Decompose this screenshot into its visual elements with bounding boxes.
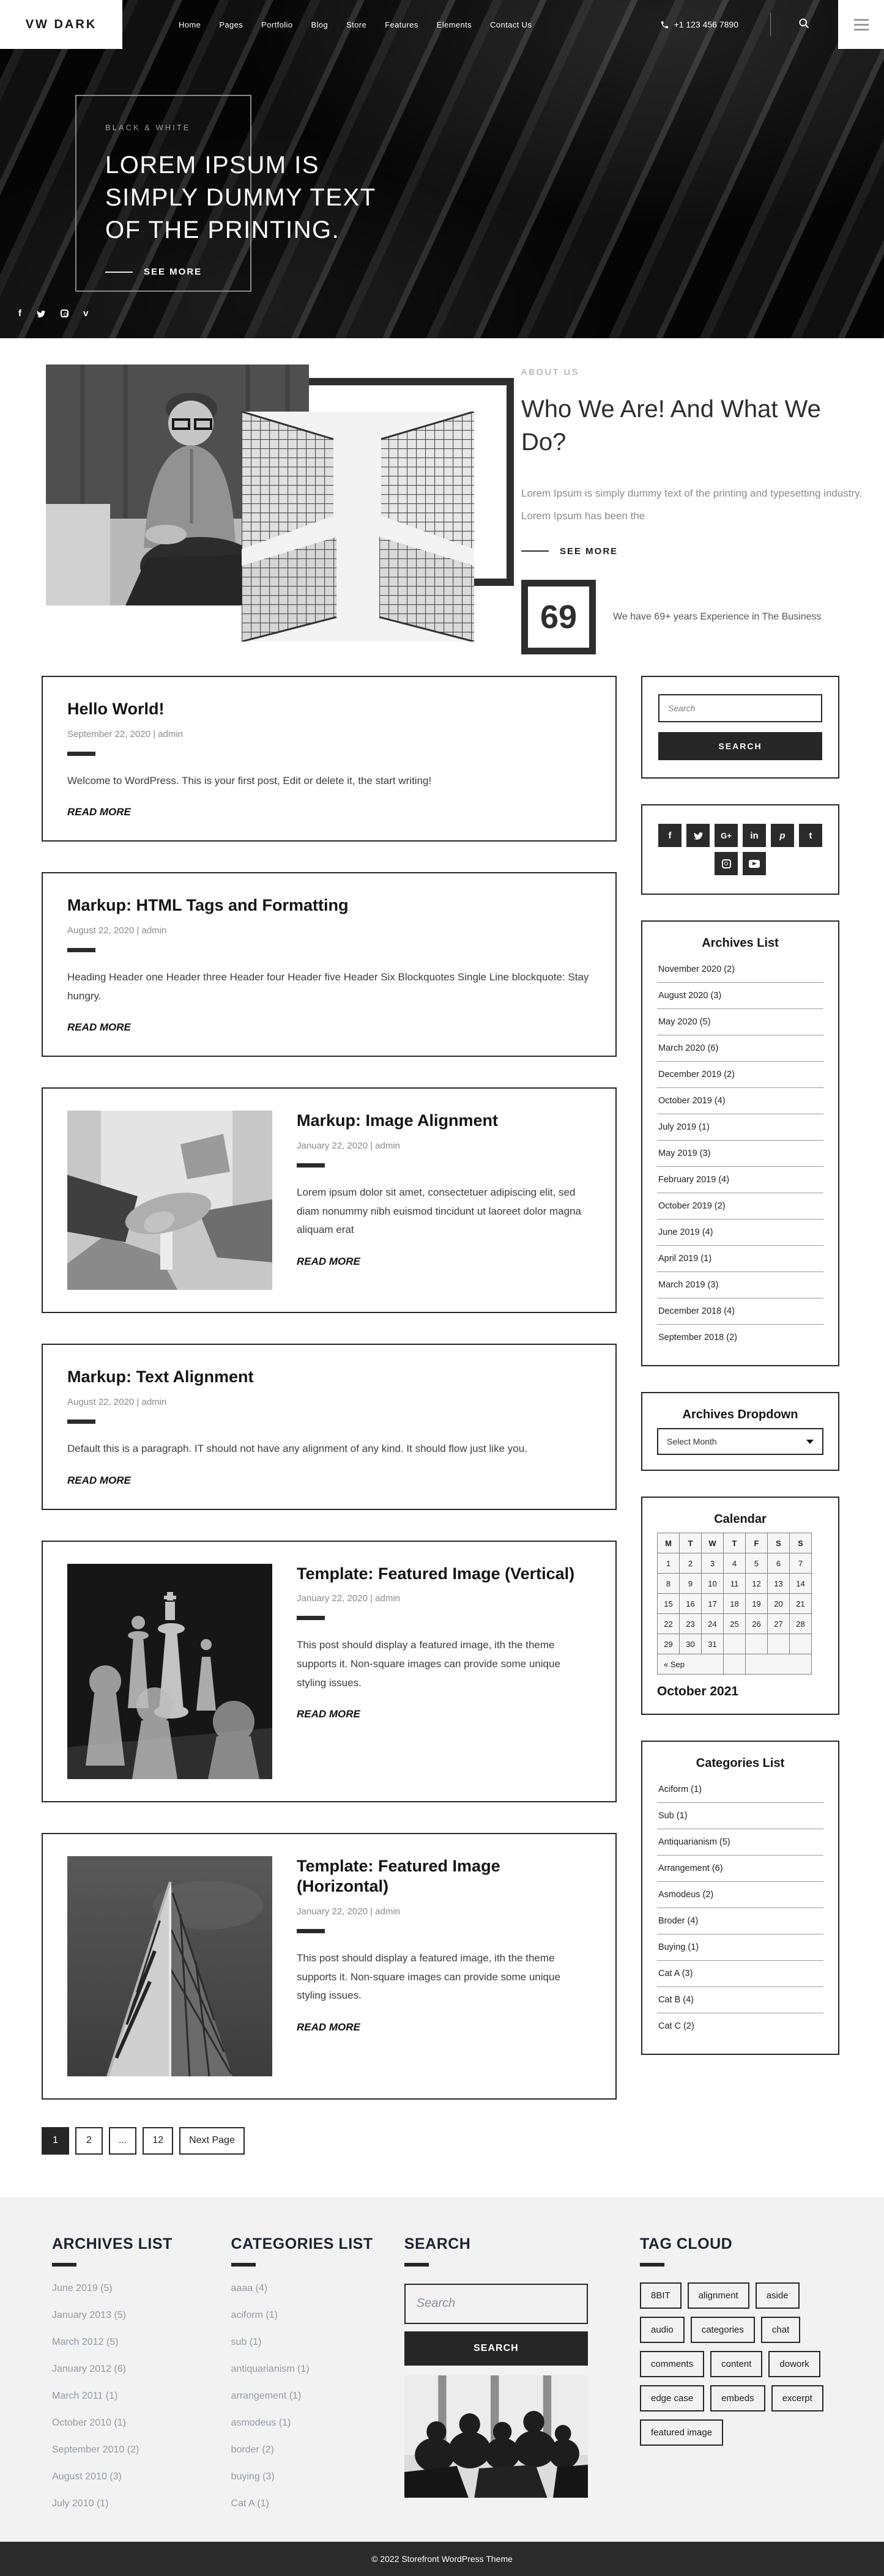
calendar-weekday: S bbox=[790, 1533, 812, 1553]
hero-section bbox=[0, 0, 884, 338]
counter-text: We have 69+ years Experience in The Business bbox=[613, 607, 858, 626]
archives-dropdown-widget bbox=[641, 1392, 839, 1471]
calendar-day[interactable]: 13 bbox=[768, 1574, 790, 1594]
vimeo-icon[interactable]: v bbox=[83, 308, 88, 319]
post-excerpt: Default this is a paragraph. IT should not have any alignment of any kind. It should flow just like you. bbox=[67, 1440, 591, 1459]
footer-archive-item[interactable]: March 2012 (5) bbox=[52, 2329, 207, 2356]
pinterest-icon[interactable]: p bbox=[771, 824, 794, 847]
read-more-link[interactable]: READ MORE bbox=[297, 1256, 360, 1268]
footer-heading: TAG CLOUD bbox=[640, 2235, 838, 2253]
archive-item[interactable]: October 2019 (2) bbox=[657, 1193, 823, 1220]
calendar-day[interactable]: 17 bbox=[702, 1594, 724, 1614]
tag-item[interactable]: 8BIT bbox=[640, 2282, 682, 2309]
calendar-day[interactable]: 11 bbox=[724, 1574, 746, 1594]
calendar-day[interactable]: 22 bbox=[658, 1614, 680, 1634]
footer-heading: ARCHIVES LIST bbox=[52, 2235, 207, 2253]
calendar-widget bbox=[641, 1497, 839, 1715]
hero-frame bbox=[75, 95, 251, 292]
pagination-item[interactable]: ... bbox=[109, 2127, 136, 2155]
search-icon[interactable] bbox=[798, 17, 810, 32]
site-logo[interactable] bbox=[0, 0, 122, 49]
tag-item[interactable]: embeds bbox=[710, 2385, 765, 2411]
social-icons bbox=[657, 820, 823, 879]
tag-item[interactable]: featured image bbox=[640, 2419, 723, 2446]
post-card bbox=[42, 1344, 617, 1509]
footer-category-item[interactable]: aciform (1) bbox=[231, 2302, 377, 2329]
post-featured-image-building[interactable] bbox=[67, 1856, 272, 2076]
category-item[interactable]: Cat B (4) bbox=[657, 1987, 823, 2013]
post-title[interactable]: Hello World! bbox=[67, 699, 591, 720]
pagination bbox=[42, 2127, 617, 2155]
post-featured-image-handshake[interactable] bbox=[67, 1111, 272, 1290]
pagination-item[interactable]: 2 bbox=[75, 2127, 103, 2155]
calendar-day[interactable]: 3 bbox=[702, 1553, 724, 1574]
calendar-day[interactable]: 12 bbox=[746, 1574, 768, 1594]
read-more-link[interactable]: READ MORE bbox=[67, 806, 131, 818]
post-meta: January 22, 2020 | admin bbox=[297, 1141, 591, 1151]
calendar-weekday: W bbox=[702, 1533, 724, 1553]
calendar-caption: October 2021 bbox=[657, 1684, 823, 1699]
read-more-link[interactable]: READ MORE bbox=[297, 2021, 360, 2034]
heading-underline bbox=[640, 2263, 664, 2267]
calendar-weekday: S bbox=[768, 1533, 790, 1553]
chevron-down-icon bbox=[806, 1440, 814, 1444]
hero-title: LOREM IPSUM IS SIMPLY DUMMY TEXT OF THE PRINTING. bbox=[105, 149, 393, 246]
nav-item[interactable]: Home bbox=[179, 20, 201, 29]
footer-category-item[interactable]: aaaa (4) bbox=[231, 2275, 377, 2302]
heading-underline bbox=[404, 2263, 429, 2267]
calendar-day[interactable]: 21 bbox=[790, 1594, 812, 1614]
site-logo-text: VW DARK bbox=[26, 18, 97, 32]
archive-item[interactable]: July 2019 (1) bbox=[657, 1114, 823, 1141]
footer-tagcloud-column bbox=[640, 2235, 838, 2517]
calendar-empty-cell bbox=[724, 1654, 746, 1675]
tag-item[interactable]: categories bbox=[691, 2317, 755, 2343]
post-title[interactable]: Template: Featured Image (Vertical) bbox=[297, 1564, 591, 1585]
calendar-day[interactable]: 1 bbox=[658, 1553, 680, 1574]
footer-archive-item[interactable]: August 2010 (3) bbox=[52, 2463, 207, 2490]
calendar-day[interactable]: 15 bbox=[658, 1594, 680, 1614]
post-card bbox=[42, 1087, 617, 1313]
archive-item[interactable]: February 2019 (4) bbox=[657, 1167, 823, 1193]
footer-category-item[interactable]: sub (1) bbox=[231, 2329, 377, 2356]
post-meta: January 22, 2020 | admin bbox=[297, 1593, 591, 1604]
calendar-day[interactable]: 27 bbox=[768, 1614, 790, 1634]
nav-item[interactable]: Store bbox=[346, 20, 366, 29]
post-card bbox=[42, 872, 617, 1057]
nav-right bbox=[660, 0, 884, 49]
calendar-day[interactable]: 28 bbox=[790, 1614, 812, 1634]
linkedin-icon[interactable]: in bbox=[743, 824, 766, 847]
footer-search-input[interactable] bbox=[404, 2284, 588, 2324]
post-divider bbox=[297, 1163, 325, 1168]
post-meta: September 22, 2020 | admin bbox=[67, 729, 591, 739]
category-item[interactable]: Cat A (3) bbox=[657, 1961, 823, 1987]
footer-archive-item[interactable]: June 2019 (5) bbox=[52, 2275, 207, 2302]
calendar-day[interactable]: 18 bbox=[724, 1594, 746, 1614]
category-item[interactable]: Sub (1) bbox=[657, 1803, 823, 1829]
youtube-icon[interactable] bbox=[743, 852, 766, 875]
nav-item[interactable]: Contact Us bbox=[490, 20, 532, 29]
calendar-day[interactable]: 7 bbox=[790, 1553, 812, 1574]
sidebar bbox=[641, 676, 839, 2155]
read-more-link[interactable]: READ MORE bbox=[67, 1021, 131, 1034]
calendar-day[interactable]: 30 bbox=[680, 1634, 702, 1654]
footer-heading: CATEGORIES LIST bbox=[231, 2235, 377, 2253]
footer-archive-item[interactable]: January 2013 (5) bbox=[52, 2302, 207, 2329]
category-item[interactable]: Asmodeus (2) bbox=[657, 1882, 823, 1908]
calendar-day[interactable]: 29 bbox=[658, 1634, 680, 1654]
footer-categories-column bbox=[231, 2235, 377, 2517]
main-menu bbox=[179, 20, 532, 29]
calendar-day bbox=[790, 1634, 812, 1654]
calendar-weekday: M bbox=[658, 1533, 680, 1553]
calendar-day[interactable]: 31 bbox=[702, 1634, 724, 1654]
calendar-day[interactable]: 24 bbox=[702, 1614, 724, 1634]
see-more-dash bbox=[521, 550, 549, 552]
copyright-bar bbox=[0, 2542, 884, 2576]
pagination-item[interactable]: 1 bbox=[42, 2127, 69, 2155]
calendar-day[interactable]: 20 bbox=[768, 1594, 790, 1614]
archive-item[interactable]: May 2020 (5) bbox=[657, 1009, 823, 1035]
calendar-day-header bbox=[658, 1533, 812, 1553]
post-excerpt: This post should display a featured image, ith the theme supports it. Non-square images can provide some unique styling issues. bbox=[297, 1949, 591, 2005]
footer-categories-list bbox=[231, 2275, 377, 2517]
archive-item[interactable]: December 2019 (2) bbox=[657, 1062, 823, 1088]
hero-social-bar bbox=[18, 308, 88, 319]
calendar-day[interactable]: 25 bbox=[724, 1614, 746, 1634]
categories-list bbox=[657, 1777, 823, 2039]
tag-item[interactable]: chat bbox=[761, 2317, 800, 2343]
category-item[interactable]: Cat C (2) bbox=[657, 2013, 823, 2039]
heading-underline bbox=[231, 2263, 256, 2267]
post-excerpt: Lorem ipsum dolor sit amet, consectetuer adipiscing elit, sed diam nonummy nibh euismod tincidunt ut laoreet dolor magna aliquam erat bbox=[297, 1183, 591, 1240]
calendar-body bbox=[658, 1553, 812, 1654]
tag-item[interactable]: aside bbox=[756, 2282, 800, 2309]
footer-archive-item[interactable]: September 2010 (2) bbox=[52, 2437, 207, 2463]
archive-item[interactable]: December 2018 (4) bbox=[657, 1298, 823, 1325]
archive-item[interactable]: March 2020 (6) bbox=[657, 1035, 823, 1062]
tumblr-icon[interactable]: t bbox=[799, 824, 822, 847]
footer-archive-item[interactable]: October 2010 (1) bbox=[52, 2410, 207, 2437]
hero-kicker: BLACK & WHITE bbox=[105, 123, 448, 132]
calendar-day bbox=[768, 1634, 790, 1654]
about-kicker: ABOUT US bbox=[521, 367, 873, 377]
footer-category-item[interactable]: arrangement (1) bbox=[231, 2383, 377, 2410]
select-value: Select Month bbox=[667, 1437, 717, 1446]
footer-archive-item[interactable]: January 2012 (6) bbox=[52, 2356, 207, 2383]
categories-list-widget bbox=[641, 1741, 839, 2055]
nav-item[interactable]: Blog bbox=[311, 20, 328, 29]
archive-item[interactable]: March 2019 (3) bbox=[657, 1272, 823, 1298]
calendar-day[interactable]: 8 bbox=[658, 1574, 680, 1594]
post-divider bbox=[297, 1929, 325, 1933]
about-title: Who We Are! And What We Do? bbox=[521, 393, 827, 459]
calendar-day[interactable]: 10 bbox=[702, 1574, 724, 1594]
footer-category-item[interactable]: Cat A (1) bbox=[231, 2490, 377, 2517]
footer-search-column bbox=[404, 2235, 588, 2517]
read-more-link[interactable]: READ MORE bbox=[297, 1708, 360, 1720]
sidebar-search-input[interactable] bbox=[658, 694, 822, 722]
hamburger-menu-icon[interactable] bbox=[838, 0, 884, 49]
about-content bbox=[521, 367, 873, 654]
main-content bbox=[0, 676, 884, 2197]
calendar-day bbox=[746, 1634, 768, 1654]
nav-item[interactable]: Elements bbox=[437, 20, 472, 29]
post-meta: January 22, 2020 | admin bbox=[297, 1906, 591, 1917]
tag-item[interactable]: content bbox=[710, 2351, 762, 2377]
tag-item[interactable]: alignment bbox=[688, 2282, 749, 2309]
phone-link[interactable] bbox=[660, 20, 739, 29]
archive-item[interactable]: June 2019 (4) bbox=[657, 1220, 823, 1246]
about-photo-skyscrapers bbox=[242, 412, 474, 642]
post-divider bbox=[297, 1616, 325, 1620]
tag-item[interactable]: edge case bbox=[640, 2385, 704, 2411]
calendar-day bbox=[724, 1634, 746, 1654]
archives-list-widget bbox=[641, 920, 839, 1366]
widget-title: Categories List bbox=[657, 1756, 823, 1771]
pagination-item[interactable]: 12 bbox=[143, 2127, 173, 2155]
footer-search-button[interactable]: SEARCH bbox=[404, 2331, 588, 2366]
sidebar-search-button[interactable]: SEARCH bbox=[658, 732, 822, 760]
archive-item[interactable]: April 2019 (1) bbox=[657, 1246, 823, 1272]
post-card bbox=[42, 1541, 617, 1802]
archive-item[interactable]: May 2019 (3) bbox=[657, 1141, 823, 1167]
archive-item[interactable]: November 2020 (2) bbox=[657, 957, 823, 983]
calendar-day[interactable]: 23 bbox=[680, 1614, 702, 1634]
archives-select[interactable] bbox=[657, 1428, 823, 1455]
category-item[interactable]: Arrangement (6) bbox=[657, 1856, 823, 1882]
post-meta: August 22, 2020 | admin bbox=[67, 1397, 591, 1407]
nav-item[interactable]: Features bbox=[385, 20, 418, 29]
social-widget bbox=[641, 804, 839, 895]
twitter-icon[interactable] bbox=[686, 824, 710, 847]
archive-item[interactable]: August 2020 (3) bbox=[657, 983, 823, 1009]
post-excerpt: Heading Header one Header three Header four Header five Header Six Blockquotes Single Line blockquote: Stay hungry. bbox=[67, 968, 591, 1005]
footer-category-item[interactable]: asmodeus (1) bbox=[231, 2410, 377, 2437]
calendar-table bbox=[657, 1533, 812, 1675]
phone-icon bbox=[660, 20, 669, 29]
heading-underline bbox=[52, 2263, 76, 2267]
footer-archive-item[interactable]: July 2010 (1) bbox=[52, 2490, 207, 2517]
read-more-link[interactable]: READ MORE bbox=[67, 1475, 131, 1487]
see-more-dash bbox=[105, 272, 133, 273]
footer-category-item[interactable]: antiquarianism (1) bbox=[231, 2356, 377, 2383]
calendar-day[interactable]: 19 bbox=[746, 1594, 768, 1614]
facebook-icon[interactable]: f bbox=[658, 824, 682, 847]
tag-item[interactable]: dowork bbox=[768, 2351, 820, 2377]
pagination-item[interactable]: Next Page bbox=[179, 2127, 245, 2155]
calendar-prev-month-link[interactable]: « Sep bbox=[658, 1654, 724, 1675]
archive-item[interactable]: September 2018 (2) bbox=[657, 1325, 823, 1350]
calendar-weekday: T bbox=[680, 1533, 702, 1553]
widget-title: Calendar bbox=[657, 1512, 823, 1527]
footer bbox=[0, 2197, 884, 2542]
calendar-empty-cell bbox=[746, 1654, 812, 1675]
nav-divider bbox=[770, 13, 771, 36]
footer-category-item[interactable]: buying (3) bbox=[231, 2463, 377, 2490]
post-featured-image-chess[interactable] bbox=[67, 1564, 272, 1779]
calendar-day[interactable]: 9 bbox=[680, 1574, 702, 1594]
twitter-icon[interactable] bbox=[36, 308, 46, 319]
post-title[interactable]: Markup: HTML Tags and Formatting bbox=[67, 895, 591, 916]
hero-see-more-button[interactable]: SEE MORE bbox=[105, 267, 448, 277]
calendar-day[interactable]: 2 bbox=[680, 1553, 702, 1574]
widget-title: Archives List bbox=[657, 936, 823, 950]
phone-number: +1 123 456 7890 bbox=[674, 20, 739, 29]
post-divider bbox=[67, 1419, 95, 1424]
post-divider bbox=[67, 948, 95, 952]
facebook-icon[interactable]: f bbox=[18, 308, 21, 319]
calendar-day[interactable]: 5 bbox=[746, 1553, 768, 1574]
footer-heading: SEARCH bbox=[404, 2235, 588, 2253]
category-item[interactable]: Antiquarianism (5) bbox=[657, 1829, 823, 1856]
post-meta: August 22, 2020 | admin bbox=[67, 925, 591, 936]
post-card bbox=[42, 676, 617, 842]
footer-archive-item[interactable]: March 2011 (1) bbox=[52, 2383, 207, 2410]
tag-item[interactable]: comments bbox=[640, 2351, 704, 2377]
calendar-day[interactable]: 14 bbox=[790, 1574, 812, 1594]
archive-item[interactable]: October 2019 (4) bbox=[657, 1088, 823, 1114]
footer-archives-list bbox=[52, 2275, 207, 2517]
category-item[interactable]: Broder (4) bbox=[657, 1908, 823, 1934]
about-section bbox=[0, 338, 884, 676]
search-widget bbox=[641, 676, 839, 779]
post-excerpt: This post should display a featured image, ith the theme supports it. Non-square images can provide some unique styling issues. bbox=[297, 1636, 591, 1692]
nav-item[interactable]: Pages bbox=[219, 20, 243, 29]
post-card bbox=[42, 1833, 617, 2100]
nav-item[interactable]: Portfolio bbox=[261, 20, 292, 29]
navbar bbox=[0, 0, 884, 49]
widget-title: Archives Dropdown bbox=[657, 1408, 823, 1422]
about-see-more-button[interactable]: SEE MORE bbox=[521, 546, 873, 557]
category-item[interactable]: Aciform (1) bbox=[657, 1777, 823, 1803]
calendar-day[interactable]: 6 bbox=[768, 1553, 790, 1574]
about-text: Lorem Ipsum is simply dummy text of the printing and typesetting industry. Lorem Ipsum has been the bbox=[521, 482, 873, 528]
calendar-day[interactable]: 16 bbox=[680, 1594, 702, 1614]
post-title[interactable]: Template: Featured Image (Horizontal) bbox=[297, 1856, 591, 1898]
experience-counter bbox=[521, 580, 873, 654]
post-divider bbox=[67, 752, 95, 756]
instagram-icon[interactable] bbox=[61, 308, 69, 319]
archives-list bbox=[657, 957, 823, 1350]
calendar-day[interactable]: 4 bbox=[724, 1553, 746, 1574]
footer-category-item[interactable]: border (2) bbox=[231, 2437, 377, 2463]
post-title[interactable]: Markup: Image Alignment bbox=[297, 1111, 591, 1131]
counter-number: 69 bbox=[540, 598, 577, 636]
google-plus-icon[interactable]: G+ bbox=[715, 824, 738, 847]
category-item[interactable]: Buying (1) bbox=[657, 1934, 823, 1961]
tag-item[interactable]: excerpt bbox=[771, 2385, 823, 2411]
copyright-text: © 2022 Storefront WordPress Theme bbox=[371, 2554, 513, 2564]
post-excerpt: Welcome to WordPress. This is your first post, Edit or delete it, the start writing! bbox=[67, 772, 591, 791]
calendar-weekday: F bbox=[746, 1533, 768, 1553]
tag-item[interactable]: audio bbox=[640, 2317, 685, 2343]
post-title[interactable]: Markup: Text Alignment bbox=[67, 1367, 591, 1388]
posts-column bbox=[42, 676, 617, 2155]
calendar-day[interactable]: 26 bbox=[746, 1614, 768, 1634]
instagram-icon[interactable] bbox=[715, 852, 738, 875]
calendar-weekday: T bbox=[724, 1533, 746, 1553]
footer-archives-column bbox=[52, 2235, 207, 2517]
footer-photo-cafe-silhouettes bbox=[404, 2375, 588, 2498]
tag-cloud bbox=[640, 2282, 838, 2454]
counter-box bbox=[521, 580, 596, 654]
